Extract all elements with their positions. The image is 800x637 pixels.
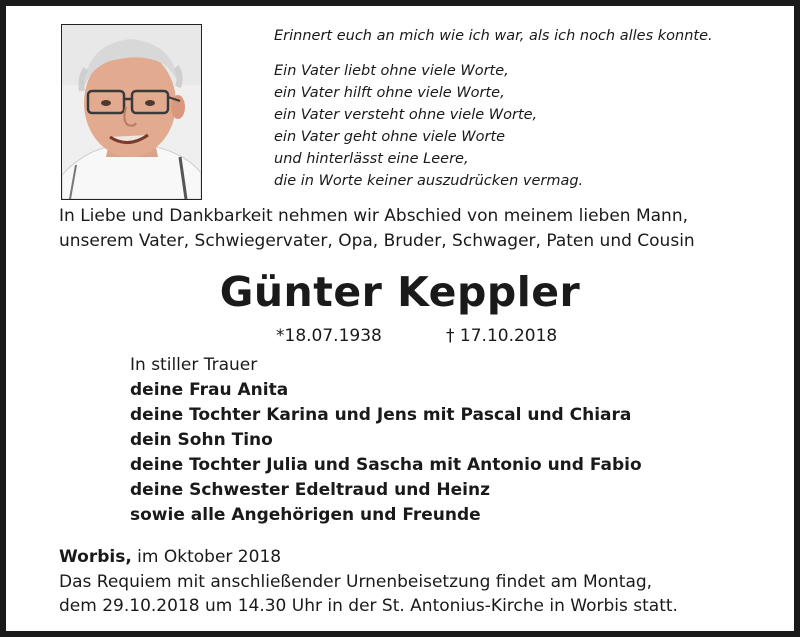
mourner-line: sowie alle Angehörigen und Freunde xyxy=(130,505,481,525)
birth-date: *18.07.1938 xyxy=(276,326,382,346)
mourner-line: deine Tochter Karina und Jens mit Pascal und Chiara xyxy=(130,405,632,425)
mourner-line: dein Sohn Tino xyxy=(130,430,273,450)
mourners-heading: In stiller Trauer xyxy=(130,355,258,375)
poem-line: Ein Vater liebt ohne viele Worte, xyxy=(274,63,509,79)
poem-line: ein Vater versteht ohne viele Worte, xyxy=(274,107,538,123)
death-date: † 17.10.2018 xyxy=(446,326,558,346)
footer-text xyxy=(59,545,678,619)
mourner-line: deine Frau Anita xyxy=(130,380,289,400)
portrait-image xyxy=(62,25,201,199)
intro-text xyxy=(59,204,695,254)
service-line: Das Requiem mit anschließender Urnenbeisetzung findet am Montag, xyxy=(59,571,653,592)
poem-line: und hinterlässt eine Leere, xyxy=(274,151,469,167)
place-name: Worbis, xyxy=(59,547,132,567)
mourner-line: deine Schwester Edeltraud und Heinz xyxy=(130,480,490,500)
intro-line: In Liebe und Dankbarkeit nehmen wir Abschied von meinem lieben Mann, xyxy=(59,206,689,226)
deceased-name: Günter Keppler xyxy=(219,268,581,316)
poem-line: ein Vater hilft ohne viele Worte, xyxy=(274,85,505,101)
portrait-photo xyxy=(61,24,202,200)
poem-line: ein Vater geht ohne viele Worte xyxy=(274,129,506,145)
notice-date: im Oktober 2018 xyxy=(131,547,282,567)
motto-line: Erinnert euch an mich wie ich war, als ich noch alles konnte. xyxy=(274,28,713,44)
place-date-line xyxy=(59,545,678,570)
mourners-list xyxy=(130,353,642,528)
mourner-line: deine Tochter Julia und Sascha mit Antonio und Fabio xyxy=(130,455,642,475)
poem-line: die in Worte keiner auszudrücken vermag. xyxy=(274,173,584,189)
poem xyxy=(274,60,583,192)
intro-line: unserem Vater, Schwiegervater, Opa, Bruder, Schwager, Paten und Cousin xyxy=(59,231,695,251)
service-line: dem 29.10.2018 um 14.30 Uhr in der St. Antonius-Kirche in Worbis statt. xyxy=(59,596,678,616)
